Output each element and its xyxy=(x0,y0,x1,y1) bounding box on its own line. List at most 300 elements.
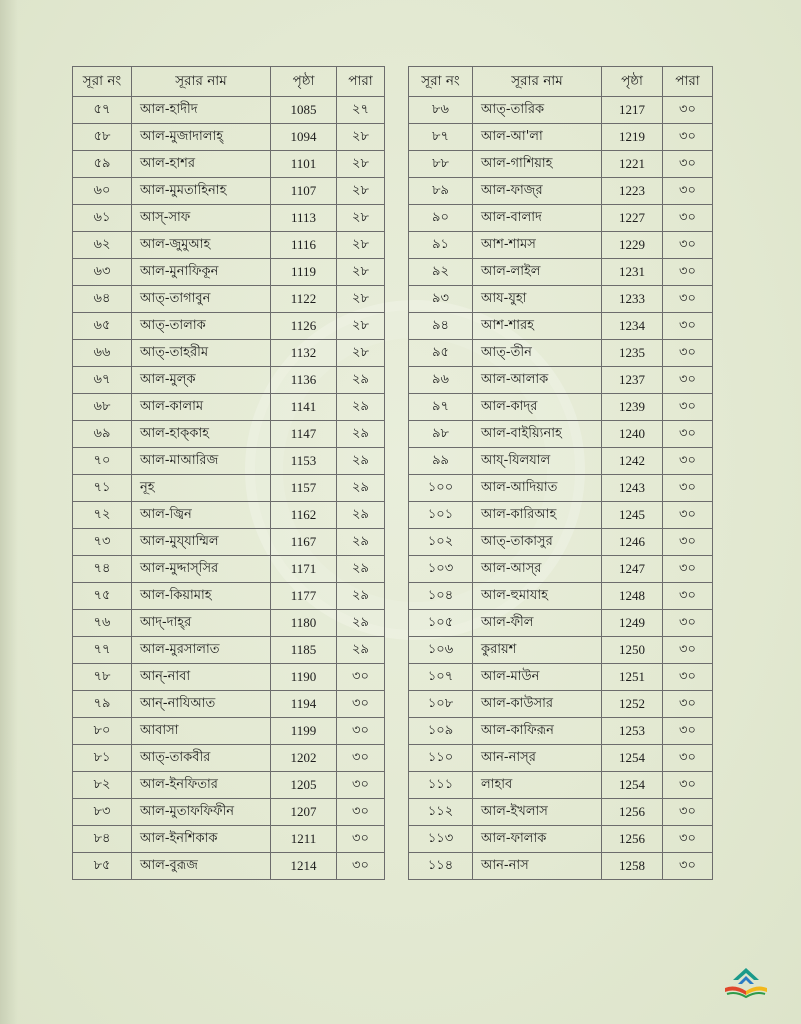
surah-number: ১১০ xyxy=(409,745,473,772)
table-row xyxy=(73,367,713,394)
surah-number: ৭৯ xyxy=(73,691,132,718)
surah-number: ৬২ xyxy=(73,232,132,259)
surah-name: আন-নাস xyxy=(473,853,602,880)
page-number: 1253 xyxy=(602,718,663,745)
para-number: ৩০ xyxy=(663,448,713,475)
surah-number: ৬৮ xyxy=(73,394,132,421)
column-gap xyxy=(385,475,409,502)
page-number: 1107 xyxy=(271,178,337,205)
surah-number: ৯৬ xyxy=(409,367,473,394)
page-number: 1247 xyxy=(602,556,663,583)
para-number: ৩০ xyxy=(663,340,713,367)
column-gap xyxy=(385,853,409,880)
surah-number: ৭৮ xyxy=(73,664,132,691)
table-row xyxy=(73,691,713,718)
page-number: 1132 xyxy=(271,340,337,367)
page-number: 1234 xyxy=(602,313,663,340)
surah-name: আল-হাক্‌কাহ xyxy=(132,421,271,448)
surah-name: আশ-শারহ xyxy=(473,313,602,340)
surah-name: আল-বালাদ xyxy=(473,205,602,232)
table-row xyxy=(73,286,713,313)
para-number: ৩০ xyxy=(663,475,713,502)
surah-number: ৯২ xyxy=(409,259,473,286)
para-number: ৩০ xyxy=(337,664,385,691)
page-number: 1235 xyxy=(602,340,663,367)
surah-name: আশ-শামস xyxy=(473,232,602,259)
page-number: 1233 xyxy=(602,286,663,313)
para-number: ২৮ xyxy=(337,151,385,178)
surah-name: আল-মুদ্দাস্‌সির xyxy=(132,556,271,583)
surah-name: আল-আস্‌র xyxy=(473,556,602,583)
header-surah-no: সূরা নং xyxy=(409,67,473,97)
page-number: 1153 xyxy=(271,448,337,475)
column-gap xyxy=(385,67,409,97)
surah-number: ৭৫ xyxy=(73,583,132,610)
para-number: ৩০ xyxy=(337,718,385,745)
header-surah-no: সূরা নং xyxy=(73,67,132,97)
para-number: ২৯ xyxy=(337,421,385,448)
table-row xyxy=(73,259,713,286)
table-row xyxy=(73,718,713,745)
page-number: 1136 xyxy=(271,367,337,394)
table-row xyxy=(73,421,713,448)
surah-number: ৭৪ xyxy=(73,556,132,583)
table-row xyxy=(73,394,713,421)
surah-number: ১০৮ xyxy=(409,691,473,718)
para-number: ৩০ xyxy=(663,178,713,205)
page-number: 1254 xyxy=(602,745,663,772)
surah-name: আল-মাউন xyxy=(473,664,602,691)
surah-number: ১১১ xyxy=(409,772,473,799)
table-row xyxy=(73,583,713,610)
surah-name: আন্-নাবা xyxy=(132,664,271,691)
column-gap xyxy=(385,97,409,124)
surah-number: ৬৯ xyxy=(73,421,132,448)
para-number: ২৯ xyxy=(337,448,385,475)
surah-name: আত্-তাকাসুর xyxy=(473,529,602,556)
column-gap xyxy=(385,610,409,637)
surah-number: ৯৭ xyxy=(409,394,473,421)
para-number: ৩০ xyxy=(337,772,385,799)
para-number: ২৮ xyxy=(337,286,385,313)
surah-name: আয্-যিলযাল xyxy=(473,448,602,475)
para-number: ৩০ xyxy=(663,610,713,637)
para-number: ৩০ xyxy=(663,799,713,826)
page-number: 1221 xyxy=(602,151,663,178)
column-gap xyxy=(385,556,409,583)
table-row xyxy=(73,529,713,556)
surah-number: ১০১ xyxy=(409,502,473,529)
para-number: ৩০ xyxy=(663,421,713,448)
surah-name: আল-মুয্‌যাম্মিল xyxy=(132,529,271,556)
page-number: 1101 xyxy=(271,151,337,178)
surah-name: আল-হুমাযাহ xyxy=(473,583,602,610)
surah-number: ৯১ xyxy=(409,232,473,259)
surah-name: আবাসা xyxy=(132,718,271,745)
surah-name: আদ্-দাহ্‌র xyxy=(132,610,271,637)
column-gap xyxy=(385,448,409,475)
surah-name: আল-আদিয়াত xyxy=(473,475,602,502)
surah-name: নূহ xyxy=(132,475,271,502)
page-number: 1251 xyxy=(602,664,663,691)
para-number: ৩০ xyxy=(663,664,713,691)
surah-number: ৮৬ xyxy=(409,97,473,124)
surah-name: আল-মুল্‌ক xyxy=(132,367,271,394)
para-number: ৩০ xyxy=(663,772,713,799)
page-number: 1207 xyxy=(271,799,337,826)
para-number: ৩০ xyxy=(663,259,713,286)
column-gap xyxy=(385,718,409,745)
surah-number: ৮৩ xyxy=(73,799,132,826)
header-surah-name: সূরার নাম xyxy=(132,67,271,97)
table-row xyxy=(73,178,713,205)
column-gap xyxy=(385,178,409,205)
surah-name: আল-কালাম xyxy=(132,394,271,421)
surah-number: ৮৫ xyxy=(73,853,132,880)
para-number: ৩০ xyxy=(663,97,713,124)
para-number: ৩০ xyxy=(663,691,713,718)
para-number: ২৯ xyxy=(337,637,385,664)
para-number: ২৯ xyxy=(337,502,385,529)
surah-number: ১০২ xyxy=(409,529,473,556)
para-number: ৩০ xyxy=(663,394,713,421)
page-number: 1256 xyxy=(602,799,663,826)
header-row xyxy=(73,67,713,97)
table-row xyxy=(73,556,713,583)
column-gap xyxy=(385,745,409,772)
surah-number: ৯০ xyxy=(409,205,473,232)
surah-number: ৮৯ xyxy=(409,178,473,205)
table-row xyxy=(73,502,713,529)
para-number: ২৭ xyxy=(337,97,385,124)
surah-name: আল-মুনাফিকূন xyxy=(132,259,271,286)
para-number: ২৮ xyxy=(337,259,385,286)
surah-name: আল-মুমতাহিনাহ xyxy=(132,178,271,205)
header-page: পৃষ্ঠা xyxy=(271,67,337,97)
surah-name: আত্-তাগাবুন xyxy=(132,286,271,313)
para-number: ২৯ xyxy=(337,529,385,556)
surah-number: ১০৫ xyxy=(409,610,473,637)
page-number: 1227 xyxy=(602,205,663,232)
column-gap xyxy=(385,421,409,448)
surah-number: ৮১ xyxy=(73,745,132,772)
surah-number: ৮৭ xyxy=(409,124,473,151)
header-para: পারা xyxy=(337,67,385,97)
table-row xyxy=(73,637,713,664)
page-number: 1185 xyxy=(271,637,337,664)
page-number: 1147 xyxy=(271,421,337,448)
surah-name: আল-ফালাক xyxy=(473,826,602,853)
column-gap xyxy=(385,340,409,367)
page-number: 1248 xyxy=(602,583,663,610)
surah-name: আয-যুহা xyxy=(473,286,602,313)
surah-name: আল-ইনশিকাক xyxy=(132,826,271,853)
surah-number: ৭৬ xyxy=(73,610,132,637)
table-row xyxy=(73,340,713,367)
para-number: ৩০ xyxy=(663,745,713,772)
column-gap xyxy=(385,772,409,799)
table-row xyxy=(73,826,713,853)
para-number: ২৮ xyxy=(337,232,385,259)
page-number: 1202 xyxy=(271,745,337,772)
table-row xyxy=(73,610,713,637)
surah-number: ৮৮ xyxy=(409,151,473,178)
surah-name: আল-কাফিরূন xyxy=(473,718,602,745)
page-number: 1240 xyxy=(602,421,663,448)
surah-number: ৮২ xyxy=(73,772,132,799)
table-row xyxy=(73,313,713,340)
para-number: ৩০ xyxy=(663,313,713,340)
column-gap xyxy=(385,502,409,529)
surah-number: ১০৯ xyxy=(409,718,473,745)
page-number: 1242 xyxy=(602,448,663,475)
page-number: 1217 xyxy=(602,97,663,124)
surah-number: ১০৭ xyxy=(409,664,473,691)
column-gap xyxy=(385,826,409,853)
page-number: 1199 xyxy=(271,718,337,745)
surah-name: কুরায়শ xyxy=(473,637,602,664)
page-number: 1126 xyxy=(271,313,337,340)
para-number: ৩০ xyxy=(663,853,713,880)
table-body xyxy=(73,97,713,880)
para-number: ৩০ xyxy=(337,826,385,853)
surah-number: ১১৩ xyxy=(409,826,473,853)
surah-name: আন্-নাযিআত xyxy=(132,691,271,718)
header-para: পারা xyxy=(663,67,713,97)
surah-name: লাহাব xyxy=(473,772,602,799)
column-gap xyxy=(385,286,409,313)
page-number: 1167 xyxy=(271,529,337,556)
page-number: 1205 xyxy=(271,772,337,799)
column-gap xyxy=(385,124,409,151)
page-number: 1246 xyxy=(602,529,663,556)
surah-number: ৬৭ xyxy=(73,367,132,394)
surah-number: ১০০ xyxy=(409,475,473,502)
surah-name: আল-গাশিয়াহ xyxy=(473,151,602,178)
surah-name: আল-মুজাদালাহ্ xyxy=(132,124,271,151)
page-number: 1245 xyxy=(602,502,663,529)
para-number: ৩০ xyxy=(663,583,713,610)
book-chevron-logo-icon xyxy=(721,966,771,1002)
surah-name: আল-হাশর xyxy=(132,151,271,178)
para-number: ৩০ xyxy=(663,124,713,151)
surah-number: ৬৬ xyxy=(73,340,132,367)
page-number: 1239 xyxy=(602,394,663,421)
column-gap xyxy=(385,313,409,340)
para-number: ২৮ xyxy=(337,340,385,367)
surah-number: ৬৪ xyxy=(73,286,132,313)
surah-name: আল-ইনফিতার xyxy=(132,772,271,799)
para-number: ২৮ xyxy=(337,205,385,232)
para-number: ৩০ xyxy=(663,556,713,583)
surah-name: আত্-তালাক xyxy=(132,313,271,340)
column-gap xyxy=(385,664,409,691)
header-surah-name: সূরার নাম xyxy=(473,67,602,97)
page-number: 1231 xyxy=(602,259,663,286)
table-row xyxy=(73,664,713,691)
column-gap xyxy=(385,583,409,610)
para-number: ২৯ xyxy=(337,556,385,583)
table-row xyxy=(73,232,713,259)
surah-number: ৭১ xyxy=(73,475,132,502)
column-gap xyxy=(385,259,409,286)
surah-name: আল-হাদীদ xyxy=(132,97,271,124)
surah-number: ১০৩ xyxy=(409,556,473,583)
page-number: 1223 xyxy=(602,178,663,205)
table-row xyxy=(73,124,713,151)
para-number: ৩০ xyxy=(663,367,713,394)
page-number: 1243 xyxy=(602,475,663,502)
para-number: ৩০ xyxy=(663,529,713,556)
surah-name: আত্-তাহরীম xyxy=(132,340,271,367)
surah-name: আল-কারিআহ xyxy=(473,502,602,529)
page-number: 1254 xyxy=(602,772,663,799)
surah-number: ৮০ xyxy=(73,718,132,745)
surah-number: ৫৮ xyxy=(73,124,132,151)
surah-number: ৭৩ xyxy=(73,529,132,556)
para-number: ৩০ xyxy=(663,286,713,313)
para-number: ৩০ xyxy=(663,502,713,529)
page-number: 1180 xyxy=(271,610,337,637)
page-number: 1119 xyxy=(271,259,337,286)
surah-number: ১০৪ xyxy=(409,583,473,610)
table-row xyxy=(73,151,713,178)
para-number: ২৮ xyxy=(337,124,385,151)
page-number: 1194 xyxy=(271,691,337,718)
para-number: ৩০ xyxy=(337,799,385,826)
page-number: 1250 xyxy=(602,637,663,664)
surah-name: আত্-তারিক xyxy=(473,97,602,124)
surah-name: আল-ফীল xyxy=(473,610,602,637)
page-number: 1116 xyxy=(271,232,337,259)
column-gap xyxy=(385,799,409,826)
surah-number: ১১৪ xyxy=(409,853,473,880)
column-gap xyxy=(385,394,409,421)
column-gap xyxy=(385,205,409,232)
surah-name: আল-কিয়ামাহ xyxy=(132,583,271,610)
surah-name: আত্-তাকবীর xyxy=(132,745,271,772)
page-number: 1157 xyxy=(271,475,337,502)
surah-name: আল-কাদ্‌র xyxy=(473,394,602,421)
page-number: 1249 xyxy=(602,610,663,637)
para-number: ৩০ xyxy=(337,691,385,718)
page-number: 1094 xyxy=(271,124,337,151)
page-number: 1214 xyxy=(271,853,337,880)
page-spine-shadow xyxy=(0,0,18,1024)
surah-name: আত্-তীন xyxy=(473,340,602,367)
para-number: ৩০ xyxy=(663,205,713,232)
page-number: 1162 xyxy=(271,502,337,529)
surah-name: আল-আলাক xyxy=(473,367,602,394)
para-number: ৩০ xyxy=(663,232,713,259)
para-number: ২৯ xyxy=(337,475,385,502)
surah-number: ৯৮ xyxy=(409,421,473,448)
page-number: 1113 xyxy=(271,205,337,232)
para-number: ৩০ xyxy=(337,853,385,880)
surah-number: ৬০ xyxy=(73,178,132,205)
surah-name: আন-নাস্‌র xyxy=(473,745,602,772)
surah-name: আল-জ্বিন xyxy=(132,502,271,529)
para-number: ২৮ xyxy=(337,313,385,340)
surah-number: ৫৯ xyxy=(73,151,132,178)
surah-name: আস্-সাফ xyxy=(132,205,271,232)
surah-number: ৬৫ xyxy=(73,313,132,340)
table-row xyxy=(73,853,713,880)
para-number: ২৮ xyxy=(337,178,385,205)
surah-name: আল-ফাজ্‌র xyxy=(473,178,602,205)
surah-name: আল-কাউসার xyxy=(473,691,602,718)
surah-number: ৬১ xyxy=(73,205,132,232)
page-number: 1122 xyxy=(271,286,337,313)
surah-number: ৯৩ xyxy=(409,286,473,313)
para-number: ৩০ xyxy=(663,718,713,745)
table-row xyxy=(73,448,713,475)
page-number: 1085 xyxy=(271,97,337,124)
surah-number: ৭২ xyxy=(73,502,132,529)
surah-name: আল-মুতাফফিফীন xyxy=(132,799,271,826)
page-number: 1258 xyxy=(602,853,663,880)
surah-number: ১০৬ xyxy=(409,637,473,664)
page-number: 1190 xyxy=(271,664,337,691)
surah-name: আল-ইখলাস xyxy=(473,799,602,826)
table-row xyxy=(73,745,713,772)
table-row xyxy=(73,97,713,124)
para-number: ২৯ xyxy=(337,367,385,394)
page-number: 1252 xyxy=(602,691,663,718)
column-gap xyxy=(385,151,409,178)
surah-number: ৯৯ xyxy=(409,448,473,475)
para-number: ২৯ xyxy=(337,583,385,610)
column-gap xyxy=(385,232,409,259)
page-number: 1229 xyxy=(602,232,663,259)
surah-number: ৭০ xyxy=(73,448,132,475)
page-number: 1219 xyxy=(602,124,663,151)
surah-name: আল-আ'লা xyxy=(473,124,602,151)
column-gap xyxy=(385,691,409,718)
surah-name: আল-মাআরিজ xyxy=(132,448,271,475)
surah-name: আল-জুমুআহ xyxy=(132,232,271,259)
surah-number: ৬৩ xyxy=(73,259,132,286)
surah-number: ৭৭ xyxy=(73,637,132,664)
header-page: পৃষ্ঠা xyxy=(602,67,663,97)
surah-number: ৮৪ xyxy=(73,826,132,853)
page-number: 1256 xyxy=(602,826,663,853)
surah-number: ১১২ xyxy=(409,799,473,826)
column-gap xyxy=(385,367,409,394)
page-number: 1211 xyxy=(271,826,337,853)
column-gap xyxy=(385,529,409,556)
surah-name: আল-বুরূজ xyxy=(132,853,271,880)
table-row xyxy=(73,772,713,799)
surah-number: ৫৭ xyxy=(73,97,132,124)
surah-index-table xyxy=(72,66,713,880)
page-number: 1141 xyxy=(271,394,337,421)
para-number: ৩০ xyxy=(663,637,713,664)
column-gap xyxy=(385,637,409,664)
table-row xyxy=(73,205,713,232)
page-number: 1171 xyxy=(271,556,337,583)
surah-name: আল-বাইয়্যিনাহ xyxy=(473,421,602,448)
surah-number: ৯৪ xyxy=(409,313,473,340)
table-row xyxy=(73,799,713,826)
para-number: ৩০ xyxy=(663,151,713,178)
para-number: ২৯ xyxy=(337,394,385,421)
surah-number: ৯৫ xyxy=(409,340,473,367)
para-number: ২৯ xyxy=(337,610,385,637)
para-number: ৩০ xyxy=(337,745,385,772)
page-number: 1177 xyxy=(271,583,337,610)
surah-name: আল-লাইল xyxy=(473,259,602,286)
